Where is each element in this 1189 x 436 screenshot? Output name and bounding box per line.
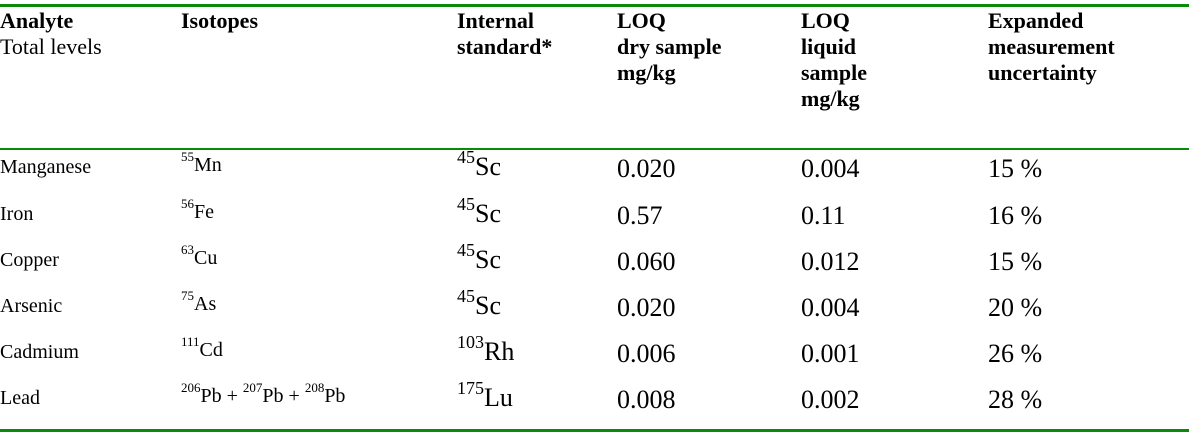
isotope-mass: 56 bbox=[181, 196, 194, 211]
analyte-cell: Copper bbox=[0, 249, 59, 271]
loq-liquid-cell: 0.004 bbox=[801, 293, 860, 322]
standard-mass: 45 bbox=[457, 147, 475, 167]
loq-dry-cell: 0.008 bbox=[617, 385, 676, 414]
standard-mass: 175 bbox=[457, 378, 484, 398]
loq-liquid-cell: 0.002 bbox=[801, 385, 860, 414]
analyte-cell: Lead bbox=[0, 387, 40, 409]
standard-symbol: Rh bbox=[484, 337, 515, 366]
isotope-cell bbox=[181, 242, 218, 270]
table-row bbox=[0, 194, 1189, 244]
isotope-mass: 111 bbox=[181, 334, 200, 349]
standard-mass: 45 bbox=[457, 194, 475, 214]
table-row bbox=[0, 240, 1189, 290]
analyte-cell: Manganese bbox=[0, 156, 92, 178]
analyte-cell: Arsenic bbox=[0, 295, 63, 317]
header-uncertainty-line3: uncertainty bbox=[988, 60, 1097, 85]
header-loq-liquid bbox=[801, 8, 867, 112]
internal-standard-cell bbox=[457, 378, 513, 413]
isotope-symbol: Pb bbox=[262, 385, 284, 407]
standard-symbol: Sc bbox=[475, 245, 501, 274]
analyte-cell: Cadmium bbox=[0, 341, 79, 363]
uncertainty-cell: 26 % bbox=[988, 339, 1043, 368]
header-isotopes-label: Isotopes bbox=[181, 8, 259, 33]
isotope-cell bbox=[181, 334, 223, 362]
header-loq-liquid-line4: mg/kg bbox=[801, 86, 860, 111]
internal-standard-cell bbox=[457, 240, 501, 275]
standard-symbol: Lu bbox=[484, 383, 513, 412]
isotope-mass: 207 bbox=[242, 380, 263, 395]
isotope-cell bbox=[181, 196, 214, 224]
header-loq-dry bbox=[617, 8, 722, 86]
uncertainty-cell: 15 % bbox=[988, 247, 1043, 276]
isotope-joiner: + bbox=[221, 385, 243, 407]
header-analyte-label: Analyte bbox=[0, 8, 74, 33]
isotope-joiner: + bbox=[283, 385, 305, 407]
loq-liquid-cell: 0.012 bbox=[801, 247, 860, 276]
header-analyte bbox=[0, 8, 102, 60]
uncertainty-cell: 28 % bbox=[988, 385, 1043, 414]
table-row bbox=[0, 147, 1189, 197]
header-uncertainty bbox=[988, 8, 1115, 86]
isotope-cell bbox=[181, 288, 217, 316]
standard-mass: 103 bbox=[457, 332, 484, 352]
isotope-mass: 75 bbox=[181, 288, 194, 303]
isotope-symbol: Cd bbox=[199, 339, 223, 361]
internal-standard-cell bbox=[457, 286, 501, 321]
isotope-symbol: Fe bbox=[194, 201, 214, 223]
internal-standard-cell bbox=[457, 194, 501, 229]
table-row bbox=[0, 378, 1189, 428]
header-internal-line1: Internal bbox=[457, 8, 534, 33]
uncertainty-cell: 15 % bbox=[988, 154, 1043, 183]
header-loq-dry-line1: LOQ bbox=[617, 8, 666, 33]
header-loq-liquid-line3: sample bbox=[801, 60, 867, 85]
loq-liquid-cell: 0.004 bbox=[801, 154, 860, 183]
standard-mass: 45 bbox=[457, 240, 475, 260]
loq-liquid-cell: 0.001 bbox=[801, 339, 860, 368]
isotope-mass: 55 bbox=[181, 149, 194, 164]
standard-mass: 45 bbox=[457, 286, 475, 306]
loq-dry-cell: 0.006 bbox=[617, 339, 676, 368]
header-uncertainty-line1: Expanded bbox=[988, 8, 1084, 33]
analyte-cell: Iron bbox=[0, 203, 34, 225]
isotope-mass: 206 bbox=[181, 380, 201, 395]
header-analyte-sub: Total levels bbox=[0, 34, 102, 59]
isotope-symbol: Mn bbox=[194, 154, 222, 176]
header-internal-standard bbox=[457, 8, 552, 60]
header-loq-liquid-line1: LOQ bbox=[801, 8, 850, 33]
standard-symbol: Sc bbox=[475, 199, 501, 228]
loq-liquid-cell: 0.11 bbox=[801, 201, 846, 230]
header-loq-liquid-line2: liquid bbox=[801, 34, 857, 59]
table-top-rule bbox=[0, 4, 1189, 7]
loq-dry-cell: 0.020 bbox=[617, 154, 676, 183]
loq-dry-cell: 0.060 bbox=[617, 247, 676, 276]
isotope-cell bbox=[181, 380, 346, 408]
loq-dry-cell: 0.57 bbox=[617, 201, 663, 230]
standard-symbol: Sc bbox=[475, 291, 501, 320]
isotope-mass: 208 bbox=[304, 380, 325, 395]
header-loq-dry-line3: mg/kg bbox=[617, 60, 676, 85]
uncertainty-cell: 16 % bbox=[988, 201, 1043, 230]
internal-standard-cell bbox=[457, 332, 515, 367]
header-uncertainty-line2: measurement bbox=[988, 34, 1115, 59]
isotope-symbol: As bbox=[194, 293, 217, 315]
isotope-symbol: Pb bbox=[200, 385, 222, 407]
uncertainty-cell: 20 % bbox=[988, 293, 1043, 322]
isotope-symbol: Cu bbox=[194, 247, 218, 269]
header-loq-dry-line2: dry sample bbox=[617, 34, 722, 59]
table-row bbox=[0, 332, 1189, 382]
isotope-cell bbox=[181, 149, 222, 177]
loq-dry-cell: 0.020 bbox=[617, 293, 676, 322]
internal-standard-cell bbox=[457, 147, 501, 182]
table-bottom-rule bbox=[0, 429, 1189, 432]
isotope-mass: 63 bbox=[181, 242, 194, 257]
standard-symbol: Sc bbox=[475, 152, 501, 181]
header-isotopes bbox=[181, 8, 258, 34]
header-internal-line2: standard* bbox=[457, 34, 553, 59]
table-row bbox=[0, 286, 1189, 336]
isotope-symbol: Pb bbox=[324, 385, 346, 407]
